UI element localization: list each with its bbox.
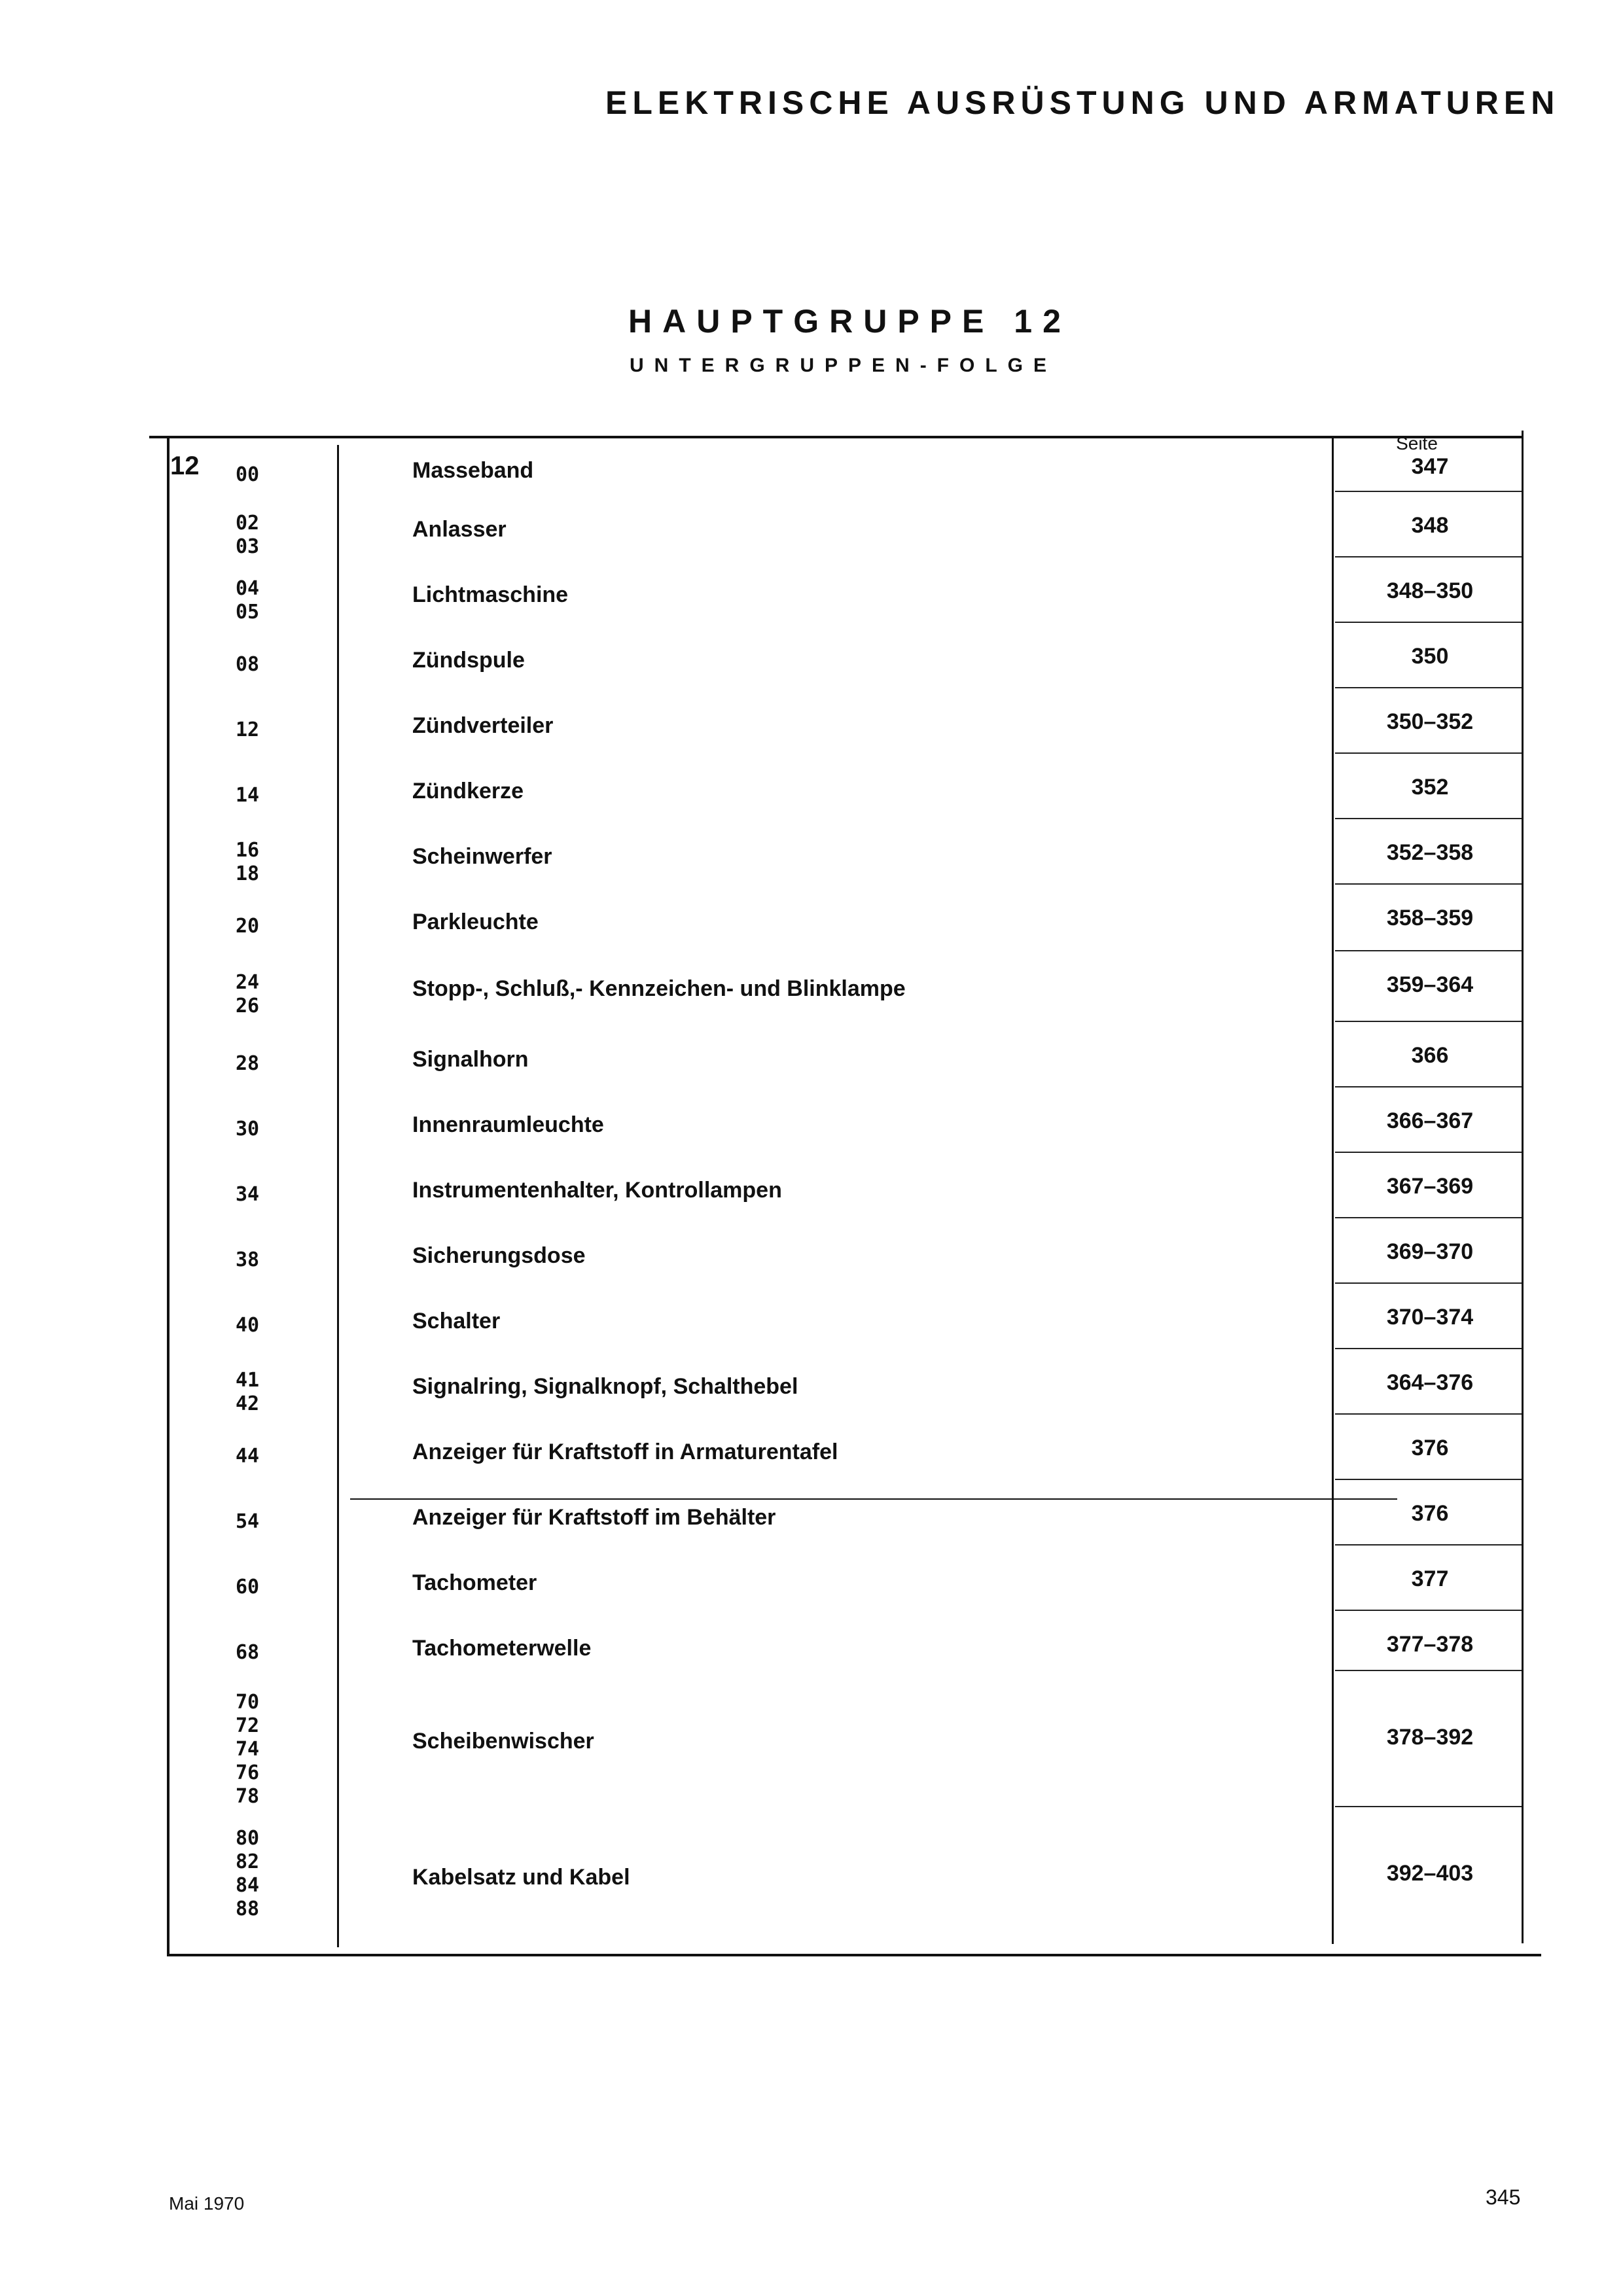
subgroup-code: 03	[236, 535, 260, 558]
subgroup-code: 76	[236, 1761, 260, 1784]
subgroup-code: 68	[236, 1641, 260, 1664]
subgroup-codes	[236, 1183, 301, 1207]
subgroup-codes	[236, 784, 301, 807]
subgroup-code: 00	[236, 463, 260, 486]
subgroup-code: 82	[236, 1850, 260, 1873]
page-separator-line	[1335, 622, 1522, 623]
page-separator-line	[1335, 1413, 1522, 1415]
subgroup-name: Zündverteiler	[412, 713, 554, 738]
page-separator-line	[1335, 1479, 1522, 1480]
page-range: 377–378	[1386, 1632, 1474, 1657]
subgroup-name: Lichtmaschine	[412, 582, 569, 607]
subgroup-code: 60	[236, 1576, 260, 1598]
page-range: 348–350	[1386, 578, 1474, 603]
main-group-title: HAUPTGRUPPE 12	[628, 303, 1071, 340]
footer-page-number: 345	[1486, 2185, 1521, 2209]
page-separator-line	[1335, 1610, 1522, 1611]
page-range: 358–359	[1386, 906, 1474, 930]
subgroup-codes	[236, 1510, 301, 1534]
page-separator-line	[1335, 1152, 1522, 1153]
subgroup-codes	[236, 463, 301, 487]
subgroup-code: 16	[236, 839, 260, 862]
page-range: 376	[1411, 1436, 1449, 1460]
subgroup-code: 42	[236, 1392, 260, 1415]
code-column-divider	[337, 445, 339, 1947]
page-separator-line	[1335, 752, 1522, 754]
subgroup-code: 20	[236, 915, 260, 938]
page-range: 347	[1411, 454, 1449, 479]
page-range: 366	[1411, 1043, 1449, 1068]
page-range: 366–367	[1386, 1108, 1474, 1133]
subgroup-name: Innenraumleuchte	[412, 1112, 604, 1137]
page-column-header: Seite	[1396, 433, 1438, 453]
subtitle: UNTERGRUPPEN-FOLGE	[630, 355, 1058, 376]
page-range: 352	[1411, 775, 1449, 800]
page-range: 350–352	[1386, 709, 1474, 734]
subgroup-code: 26	[236, 995, 260, 1017]
subgroup-code: 72	[236, 1714, 260, 1737]
page-range: 359–364	[1386, 972, 1474, 997]
page-separator-line	[1335, 1348, 1522, 1349]
subgroup-codes	[236, 718, 301, 742]
page-separator-line	[1335, 950, 1522, 951]
page-separator-line	[1335, 556, 1522, 557]
page-range: 367–369	[1386, 1174, 1474, 1199]
subgroup-code: 84	[236, 1874, 260, 1897]
subgroup-codes	[236, 839, 301, 886]
page-range: 369–370	[1386, 1239, 1474, 1264]
page-separator-line	[1335, 1217, 1522, 1218]
subgroup-codes	[236, 1248, 301, 1272]
subgroup-code: 30	[236, 1118, 260, 1140]
subgroup-name: Instrumentenhalter, Kontrollampen	[412, 1178, 782, 1203]
subgroup-code: 04	[236, 577, 260, 600]
table-left-border	[167, 438, 169, 1954]
page-range: 378–392	[1386, 1725, 1474, 1750]
subgroup-name: Sicherungsdose	[412, 1243, 586, 1268]
subgroup-code: 54	[236, 1510, 260, 1533]
subgroup-code: 41	[236, 1369, 260, 1392]
subgroup-codes	[236, 1827, 301, 1921]
subgroup-code: 12	[236, 718, 260, 741]
subgroup-name: Anzeiger für Kraftstoff im Behälter	[412, 1505, 776, 1530]
subgroup-codes	[236, 577, 301, 624]
page-separator-line	[1335, 1806, 1522, 1807]
subgroup-code: 24	[236, 971, 260, 994]
subgroup-code: 05	[236, 601, 260, 624]
subgroup-codes	[236, 1576, 301, 1599]
page-separator-line	[1335, 883, 1522, 885]
row-divider-line	[350, 1498, 1397, 1500]
subgroup-codes	[236, 1052, 301, 1076]
subgroup-code: 78	[236, 1785, 260, 1808]
page-range: 348	[1411, 513, 1449, 538]
subgroup-name: Tachometerwelle	[412, 1636, 592, 1661]
page-range: 370–374	[1386, 1305, 1474, 1330]
footer-date: Mai 1970	[169, 2193, 245, 2214]
subgroup-name: Scheibenwischer	[412, 1729, 594, 1754]
subgroup-codes	[236, 1314, 301, 1337]
subgroup-name: Tachometer	[412, 1570, 537, 1595]
subgroup-codes	[236, 1691, 301, 1809]
page-range: 392–403	[1386, 1861, 1474, 1886]
subgroup-name: Signalring, Signalknopf, Schalthebel	[412, 1374, 798, 1399]
group-number: 12	[170, 451, 200, 480]
page-separator-line	[1335, 491, 1522, 492]
subgroup-name: Masseband	[412, 458, 534, 483]
subgroup-codes	[236, 512, 301, 559]
subgroup-codes	[236, 1641, 301, 1665]
subgroup-name: Anzeiger für Kraftstoff in Armaturentafel	[412, 1439, 838, 1464]
subgroup-codes	[236, 915, 301, 938]
subgroup-code: 08	[236, 653, 260, 676]
subgroup-code: 18	[236, 862, 260, 885]
subgroup-codes	[236, 1369, 301, 1416]
subgroup-code: 74	[236, 1738, 260, 1761]
table-top-border	[149, 436, 1524, 438]
page-separator-line	[1335, 1282, 1522, 1284]
page-column-divider	[1332, 436, 1334, 1944]
subgroup-name: Kabelsatz und Kabel	[412, 1865, 630, 1890]
subgroup-codes	[236, 653, 301, 677]
subgroup-codes	[236, 1118, 301, 1141]
subgroup-code: 88	[236, 1898, 260, 1920]
subgroup-name: Parkleuchte	[412, 910, 539, 934]
page-range: 376	[1411, 1501, 1449, 1526]
subgroup-code: 34	[236, 1183, 260, 1206]
page-range: 364–376	[1386, 1370, 1474, 1395]
subgroup-code: 38	[236, 1248, 260, 1271]
subgroup-codes	[236, 1445, 301, 1468]
page-separator-line	[1335, 1544, 1522, 1545]
subgroup-name: Stopp-, Schluß,- Kennzeichen- und Blinklampe	[412, 976, 906, 1001]
page-separator-line	[1335, 1021, 1522, 1022]
section-title: ELEKTRISCHE AUSRÜSTUNG UND ARMATUREN	[605, 84, 1560, 121]
page-separator-line	[1335, 1086, 1522, 1087]
subgroup-code: 02	[236, 512, 260, 535]
page-separator-line	[1335, 687, 1522, 688]
subgroup-name: Signalhorn	[412, 1047, 529, 1072]
subgroup-code: 44	[236, 1445, 260, 1468]
subgroup-code: 14	[236, 784, 260, 807]
subgroup-name: Scheinwerfer	[412, 844, 552, 869]
table-right-border	[1522, 431, 1524, 1943]
subgroup-codes	[236, 971, 301, 1018]
subgroup-code: 40	[236, 1314, 260, 1337]
page-separator-line	[1335, 1670, 1522, 1671]
subgroup-name: Zündspule	[412, 648, 525, 673]
subgroup-name: Zündkerze	[412, 779, 524, 804]
page-range: 350	[1411, 644, 1449, 669]
subgroup-code: 70	[236, 1691, 260, 1714]
page-range: 377	[1411, 1566, 1449, 1591]
subgroup-code: 28	[236, 1052, 260, 1075]
subgroup-name: Schalter	[412, 1309, 501, 1333]
subgroup-name: Anlasser	[412, 517, 507, 542]
table-bottom-border	[167, 1954, 1541, 1956]
subgroup-code: 80	[236, 1827, 260, 1850]
page-range: 352–358	[1386, 840, 1474, 865]
page-separator-line	[1335, 818, 1522, 819]
